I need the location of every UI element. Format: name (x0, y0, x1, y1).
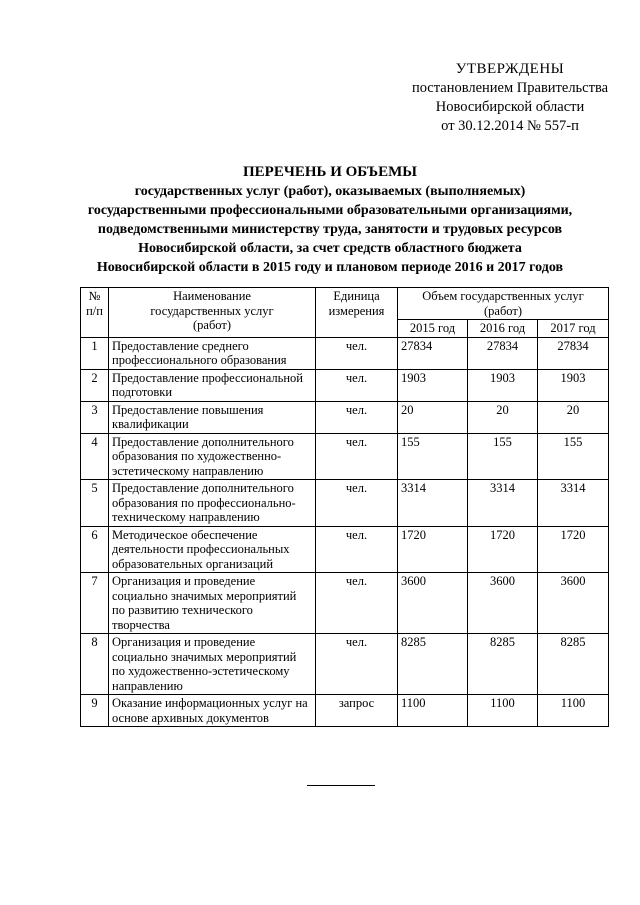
row-value-2015: 155 (398, 433, 468, 480)
table-row (81, 480, 609, 527)
row-service-name: Организация и проведение социально значимых мероприятий по художественно-эстетическому направлению (109, 634, 316, 695)
title-line-5: Новосибирской области, за счет средств областного бюджета (138, 241, 522, 256)
row-service-name: Организация и проведение социально значимых мероприятий по развитию технического творчества (109, 573, 316, 634)
row-value-2017: 3314 (538, 480, 609, 527)
header-volume-line2: (работ) (483, 303, 523, 318)
row-number: 3 (81, 401, 109, 433)
header-volume (398, 288, 609, 320)
row-value-2016: 8285 (468, 634, 538, 695)
row-value-2016: 1720 (468, 526, 538, 573)
table-row (81, 573, 609, 634)
row-service-name: Оказание информационных услуг на основе архивных документов (109, 695, 316, 727)
title-line-2: государственных услуг (работ), оказываемых (выполняемых) (134, 184, 526, 199)
row-unit: чел. (316, 480, 398, 527)
row-value-2017: 1720 (538, 526, 609, 573)
row-value-2015: 1720 (398, 526, 468, 573)
row-value-2016: 3600 (468, 573, 538, 634)
row-number: 5 (81, 480, 109, 527)
table-row (81, 369, 609, 401)
row-value-2016: 1903 (468, 369, 538, 401)
row-value-2015: 1100 (398, 695, 468, 727)
approval-line-resolution: постановлением Правительства (411, 80, 609, 96)
header-name-line1: Наименование (173, 289, 251, 303)
row-value-2017: 27834 (538, 337, 609, 369)
header-year-2017: 2017 год (538, 320, 609, 338)
row-unit: чел. (316, 369, 398, 401)
row-service-name: Предоставление повышения квалификации (109, 401, 316, 433)
row-value-2015: 20 (398, 401, 468, 433)
row-number: 2 (81, 369, 109, 401)
row-value-2016: 155 (468, 433, 538, 480)
header-number-line2: п/п (86, 303, 103, 318)
title-main: ПЕРЕЧЕНЬ И ОБЪЕМЫ (243, 164, 417, 180)
row-unit: чел. (316, 634, 398, 695)
header-year-2016: 2016 год (468, 320, 538, 338)
header-number (81, 288, 109, 338)
row-number: 7 (81, 573, 109, 634)
approval-line-date: от 30.12.2014 № 557-п (441, 118, 579, 134)
header-volume-line1: Объем государственных услуг (422, 289, 584, 303)
row-number: 1 (81, 337, 109, 369)
row-value-2016: 20 (468, 401, 538, 433)
row-service-name: Предоставление дополнительного образования по профессионально-техническому направлению (109, 480, 316, 527)
services-table (80, 287, 609, 727)
header-number-line1: № (88, 289, 101, 303)
row-number: 8 (81, 634, 109, 695)
row-service-name: Предоставление профессиональной подготовки (109, 369, 316, 401)
row-value-2016: 1100 (468, 695, 538, 727)
approval-line-region: Новосибирской области (435, 99, 585, 115)
header-name (109, 288, 316, 338)
header-unit (316, 288, 398, 338)
row-value-2017: 20 (538, 401, 609, 433)
row-value-2017: 155 (538, 433, 609, 480)
row-service-name: Методическое обеспечение деятельности профессиональных образовательных организаций (109, 526, 316, 573)
row-value-2017: 3600 (538, 573, 609, 634)
row-value-2017: 1903 (538, 369, 609, 401)
row-value-2015: 27834 (398, 337, 468, 369)
row-value-2016: 3314 (468, 480, 538, 527)
title-line-4: подведомственными министерству труда, занятости и трудовых ресурсов (97, 222, 563, 237)
document-title (60, 163, 600, 277)
table-row (81, 526, 609, 573)
row-unit: запрос (316, 695, 398, 727)
row-value-2015: 1903 (398, 369, 468, 401)
table-row (81, 433, 609, 480)
approval-heading: УТВЕРЖДЕНЫ (455, 61, 565, 77)
row-value-2017: 1100 (538, 695, 609, 727)
header-year-2015: 2015 год (398, 320, 468, 338)
table-row (81, 634, 609, 695)
row-number: 6 (81, 526, 109, 573)
row-service-name: Предоставление дополнительного образования по художественно-эстетическому направлению (109, 433, 316, 480)
row-unit: чел. (316, 526, 398, 573)
row-value-2015: 3600 (398, 573, 468, 634)
row-number: 4 (81, 433, 109, 480)
row-unit: чел. (316, 401, 398, 433)
row-value-2015: 8285 (398, 634, 468, 695)
row-unit: чел. (316, 337, 398, 369)
header-unit-line1: Единица (333, 289, 380, 303)
row-value-2016: 27834 (468, 337, 538, 369)
row-number: 9 (81, 695, 109, 727)
table-row (81, 401, 609, 433)
table-row (81, 337, 609, 369)
row-unit: чел. (316, 433, 398, 480)
header-name-line2: государственных услуг (150, 303, 274, 318)
table-row (81, 695, 609, 727)
end-of-document-line (307, 785, 375, 786)
row-value-2017: 8285 (538, 634, 609, 695)
header-name-line3: (работ) (192, 318, 232, 332)
title-line-6: Новосибирской области в 2015 году и плановом периоде 2016 и 2017 годов (96, 260, 564, 275)
row-unit: чел. (316, 573, 398, 634)
approval-block (380, 60, 640, 136)
title-line-3: государственными профессиональными образовательными организациями, (87, 203, 573, 218)
row-service-name: Предоставление среднего профессионального образования (109, 337, 316, 369)
row-value-2015: 3314 (398, 480, 468, 527)
header-unit-line2: измерения (328, 303, 385, 318)
